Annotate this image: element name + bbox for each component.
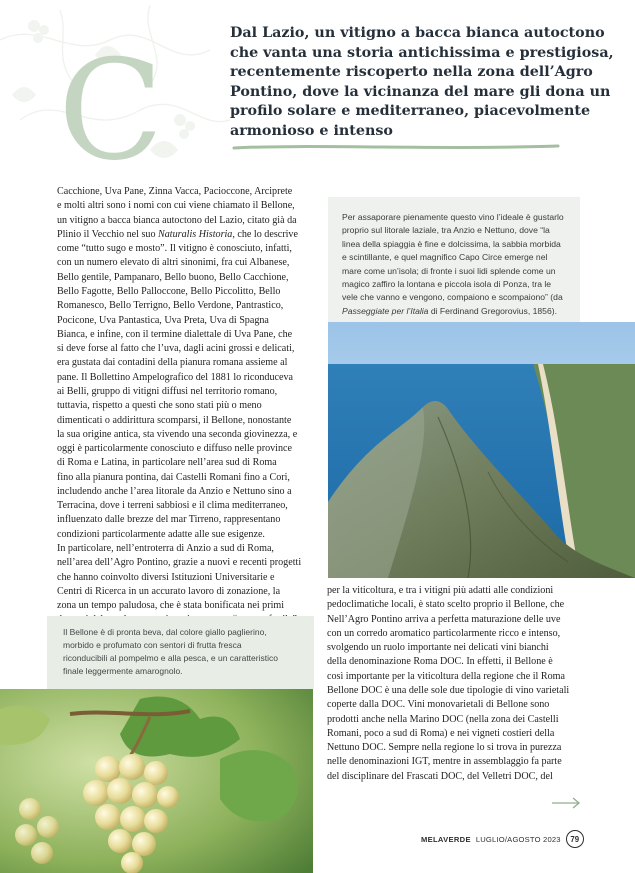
tasting-note-box: Il Bellone è di pronta beva, dal colore giallo paglierino, morbido e profumato con sentori di frutta fresca riconducibili al pompelmo e alla pesca, e un caratteristico finale leggermente amarognolo. [47, 616, 314, 689]
magazine-name: MELAVERDE [421, 834, 471, 844]
headline-underline [232, 142, 560, 152]
page-number: 79 [566, 830, 584, 848]
quote-text-a: Per assaporare pienamente questo vino l’ideale è gustarlo proprio sul litorale laziale, tra Anzio e Nettuno, dove “la linea della spiaggia è fine e dolcissima, la sabbia morbida e scintillante, e quel magnifico Capo Circe emerge nel mare come un’isola; di fronte i suoi lidi splende come un magico zaffiro la lontana e piccola isola di Ponza, tra le vele che vanno e vengono, compaiono e scompaiono” (da [342, 212, 564, 303]
drop-cap: C [58, 30, 164, 191]
coastline-photo [328, 322, 635, 578]
body-left-title-italic: Naturalis Historia [158, 228, 233, 240]
quote-text-b: di Ferdinand Gregorovius, 1856). [428, 305, 557, 316]
page-footer [421, 830, 584, 848]
headline: Dal Lazio, un vitigno a bacca bianca autoctono che vanta una storia antichissima e prestigiosa, recentemente riscoperto nella zona dell’Agro Pontino, dove la vicinanza del mare gli dona un profilo solare e mediterraneo, piacevolmente armonioso e intenso [230, 25, 614, 139]
quote-book-title: Passeggiate per l’Italia [342, 305, 429, 316]
quote-box [328, 197, 580, 322]
grape-cluster-photo [0, 689, 313, 873]
issue-date: LUGLIO/AGOSTO 2023 [475, 834, 561, 844]
body-right-column: per la viticoltura, e tra i vitigni più adatti alle condizioni pedoclimatiche locali, è stato scelto proprio il Bellone, che Nell’Agro Pontino arriva a perfetta maturazione delle uve con un corredo aromatico particolarmente ricco e intenso, svolgendo un ruolo importante nei delicati vini bianchi della denominazione Roma DOC. In effetti, il Bellone è così importante per la viticoltura della regione che il Roma Bellone DOC è una delle sole due tipologie di vino varietali coperte dalla DOC. Vini monovarietali di Bellone sono prodotti anche nella Marino DOC (nella zona dei Castelli Romani, poco a sud di Roma) e nei vigneti costieri della Nettuno DOC. Sempre nella regione lo si trova in purezza nelle denominazioni IGT, mentre in assemblaggio fa parte del disciplinare del Frascati DOC, del Velletri DOC, del [327, 585, 570, 782]
body-left-text-b: , che lo descrive come “tutto sugo e mosto”. Il vitigno è conosciuto, infatti, con un numero elevato di altri sinonimi, fra cui Albanese, Bello gentile, Pampanaro, Bello buono, Bello Cacchione, Bello Fagotte, Bello Palloccone, Bello Piccolitto, Bello Romanesco, Bello Terrigno, Bello Verdone, Pantrastico, Pocicone, Uva Pantastica, Uva Preta, Uva di Spagna Bianca, e infine, con il termine dialettale di Uva Pane, che si deve forse al fatto che l’uva, dagli acini grossi e delicati, era gustata dai contadini della pianura romana assieme al pane. Il Bollettino Ampelografico del 1881 lo riconduceva ai Belli, gruppo di vitigni diffusi nel territorio romano, tuttavia, rispetto a questi che sono stati più o meno dimenticati o addirittura scomparsi, il Bellone, nonostante la sua origine antica, sta vivendo una seconda giovinezza, e oggi è particolarmente conosciuto e diffuso nelle province di Roma e Latina, in particolare nell’area sud di Roma fino alla pianura pontina, dai Castelli Romani fino a Cori, includendo anche l’area litorale da Anzio e Nettuno sino a Terracina, dove i terreni sabbiosi e il clima mediterraneo, influenzato dalle brezze del mar Tirreno, rappresentano condizioni particolarmente adatte alle sue esigenze. In particolare, nell’entroterra di Anzio a sud di Roma, nell’area dell’Agro Pontino, grazie a nuovi e recenti progetti che hanno coinvolto diversi Istituzioni Universitarie e Centri di Ricerca in un accurato lavoro di zonazione, la zona un tempo paludosa, che è stata bonificata nei primi [57, 228, 302, 612]
arrow-right-icon [551, 796, 581, 810]
body-left-column [57, 185, 313, 628]
body-left-text-a: Cacchione, Uva Pane, Zinna Vacca, Pacioccone, Arciprete e molti altri sono i nomi con cui viene chiamato il Bellone, un vitigno a bacca bianca autoctono del Lazio, citato già da Plinio il Vecchio nel suo [57, 186, 297, 240]
